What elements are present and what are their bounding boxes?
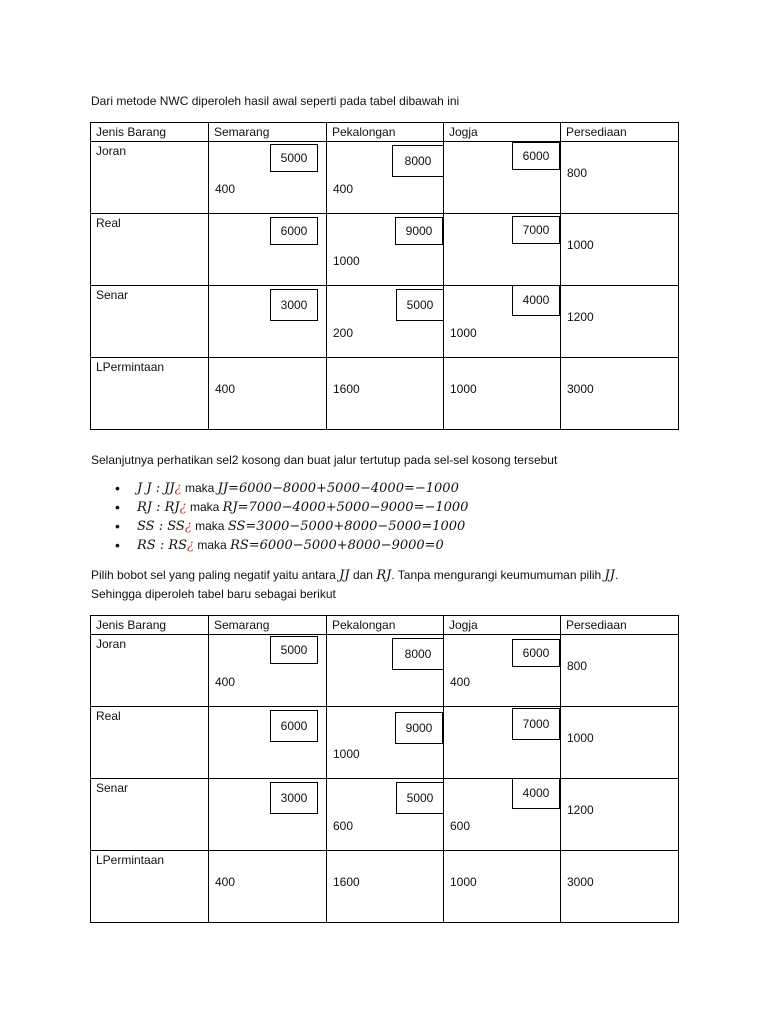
table-row-real	[91, 214, 679, 286]
cell-senar-jogja	[444, 286, 561, 358]
header-jenis-barang: Jenis Barang	[91, 123, 209, 142]
list-item	[115, 479, 468, 498]
header-persediaan: Persediaan	[561, 123, 679, 142]
cell-joran-supply	[561, 142, 679, 214]
header-semarang: Semarang	[209, 616, 327, 635]
table-row-senar	[91, 286, 679, 358]
table-header-row	[91, 616, 679, 635]
allocation: 400	[333, 182, 354, 196]
allocation: 400	[215, 182, 236, 196]
cell-real-jogja	[444, 707, 561, 779]
table-row-demand	[91, 358, 679, 430]
intro-paragraph: Dari metode NWC diperoleh hasil awal seperti pada tabel dibawah ini	[91, 94, 460, 108]
cost-box: 4000	[512, 285, 560, 316]
supply-value: 800	[567, 166, 588, 180]
cell-senar-supply	[561, 286, 679, 358]
cost-box: 6000	[270, 710, 318, 742]
cell-joran-pekalongan	[327, 142, 444, 214]
allocation: 1000	[450, 326, 477, 340]
demand-value: 400	[215, 875, 236, 889]
supply-value: 1200	[567, 803, 594, 817]
cost-box: 5000	[270, 636, 318, 664]
cell-senar-pekalongan	[327, 779, 444, 851]
path-glyph: ¿	[174, 481, 182, 496]
path-glyph: ¿	[184, 519, 192, 534]
header-pekalongan: Pekalongan	[327, 123, 444, 142]
path-label: RJ : RJ	[137, 500, 180, 515]
cost-box: 6000	[512, 142, 560, 170]
cost-box: 7000	[512, 708, 560, 740]
cost-box: 7000	[512, 216, 560, 244]
maka-word: maka	[197, 538, 227, 552]
pick-text: dan	[349, 568, 377, 582]
cell-senar-semarang	[209, 286, 327, 358]
cell-joran-semarang	[209, 635, 327, 707]
cell-senar-jogja	[444, 779, 561, 851]
supply-value: 1200	[567, 310, 594, 324]
path-label: RS : RS	[137, 538, 188, 553]
cell-senar-supply	[561, 779, 679, 851]
supply-value: 1000	[567, 238, 594, 252]
header-jenis-barang: Jenis Barang	[91, 616, 209, 635]
supply-value: 1000	[567, 731, 594, 745]
cell-joran-jogja	[444, 142, 561, 214]
maka-word: maka	[195, 519, 225, 533]
cell-real-semarang	[209, 214, 327, 286]
pick-text: Pilih bobot sel yang paling negatif yaitu antara	[91, 568, 340, 582]
list-item	[115, 536, 468, 555]
demand-jogja	[444, 851, 561, 923]
demand-semarang	[209, 851, 327, 923]
list-item	[115, 498, 468, 517]
demand-total	[561, 358, 679, 430]
pick-var: JJ	[339, 568, 350, 583]
closed-path-list	[115, 479, 468, 555]
cell-real-jogja	[444, 214, 561, 286]
demand-value: 3000	[567, 382, 594, 396]
pick-paragraph	[91, 566, 681, 603]
table-header-row	[91, 123, 679, 142]
allocation: 400	[450, 675, 471, 689]
cell-joran-semarang	[209, 142, 327, 214]
cell-senar-semarang	[209, 779, 327, 851]
row-label: Joran	[91, 635, 209, 707]
row-label: Senar	[91, 779, 209, 851]
header-pekalongan: Pekalongan	[327, 616, 444, 635]
pick-text: .	[614, 568, 619, 582]
cost-box: 5000	[396, 782, 444, 814]
row-label: Real	[91, 707, 209, 779]
cost-box: 9000	[395, 712, 443, 744]
table-row-real	[91, 707, 679, 779]
cost-box: 8000	[392, 145, 444, 177]
demand-value: 3000	[567, 875, 594, 889]
cell-real-supply	[561, 707, 679, 779]
header-jogja: Jogja	[444, 123, 561, 142]
cost-box: 3000	[270, 782, 318, 814]
path-equation: RS=6000−5000+8000−9000=0	[230, 538, 444, 553]
allocation: 600	[450, 819, 471, 833]
row-label: Senar	[91, 286, 209, 358]
path-equation: SS=3000−5000+8000−5000=1000	[227, 519, 466, 534]
demand-jogja	[444, 358, 561, 430]
header-jogja: Jogja	[444, 616, 561, 635]
cost-box: 6000	[512, 639, 560, 667]
cell-real-pekalongan	[327, 214, 444, 286]
path-label: SS : SS	[137, 519, 185, 534]
allocation: 200	[333, 326, 354, 340]
cell-senar-pekalongan	[327, 286, 444, 358]
demand-value: 1000	[450, 382, 477, 396]
demand-value: 1000	[450, 875, 477, 889]
table-row-joran	[91, 635, 679, 707]
demand-pekalongan	[327, 358, 444, 430]
cell-real-supply	[561, 214, 679, 286]
cost-box: 8000	[392, 638, 444, 670]
table-row-joran	[91, 142, 679, 214]
initial-transport-table	[90, 122, 679, 430]
demand-total	[561, 851, 679, 923]
new-transport-table	[90, 615, 679, 923]
demand-semarang	[209, 358, 327, 430]
table-row-senar	[91, 779, 679, 851]
allocation: 600	[333, 819, 354, 833]
header-persediaan: Persediaan	[561, 616, 679, 635]
cell-real-pekalongan	[327, 707, 444, 779]
demand-value: 1600	[333, 382, 360, 396]
cost-box: 3000	[270, 289, 318, 321]
next-paragraph: Selanjutnya perhatikan sel2 kosong dan buat jalur tertutup pada sel-sel kosong tersebut	[91, 453, 558, 467]
cost-box: 5000	[270, 144, 318, 172]
cost-box: 6000	[270, 217, 318, 245]
row-label: Real	[91, 214, 209, 286]
pick-text: . Tanpa mengurangi keumumuman pilih	[391, 568, 605, 582]
cost-box: 5000	[396, 289, 444, 321]
path-equation: JJ=6000−8000+5000−4000=−1000	[217, 481, 459, 496]
supply-value: 800	[567, 659, 588, 673]
pick-line-two: Sehingga diperoleh tabel baru sebagai berikut	[91, 587, 336, 601]
maka-word: maka	[189, 500, 220, 514]
path-glyph: ¿	[187, 538, 195, 553]
allocation: 1000	[333, 747, 360, 761]
pick-var: JJ	[604, 568, 615, 583]
cell-joran-jogja	[444, 635, 561, 707]
maka-word: maka	[184, 481, 215, 495]
row-label: Joran	[91, 142, 209, 214]
cell-joran-pekalongan	[327, 635, 444, 707]
allocation: 1000	[333, 254, 360, 268]
cell-joran-supply	[561, 635, 679, 707]
pick-var: RJ	[376, 568, 392, 583]
header-semarang: Semarang	[209, 123, 327, 142]
demand-value: 1600	[333, 875, 360, 889]
cost-box: 9000	[395, 217, 443, 245]
path-equation: RJ=7000−4000+5000−9000=−1000	[222, 500, 469, 515]
cost-box: 4000	[512, 778, 560, 809]
row-label: LPermintaan	[91, 851, 209, 923]
cell-real-semarang	[209, 707, 327, 779]
demand-pekalongan	[327, 851, 444, 923]
path-glyph: ¿	[179, 500, 187, 515]
path-label: J J : JJ	[137, 481, 175, 496]
list-item	[115, 517, 468, 536]
allocation: 400	[215, 675, 236, 689]
row-label: LPermintaan	[91, 358, 209, 430]
demand-value: 400	[215, 382, 236, 396]
table-row-demand	[91, 851, 679, 923]
